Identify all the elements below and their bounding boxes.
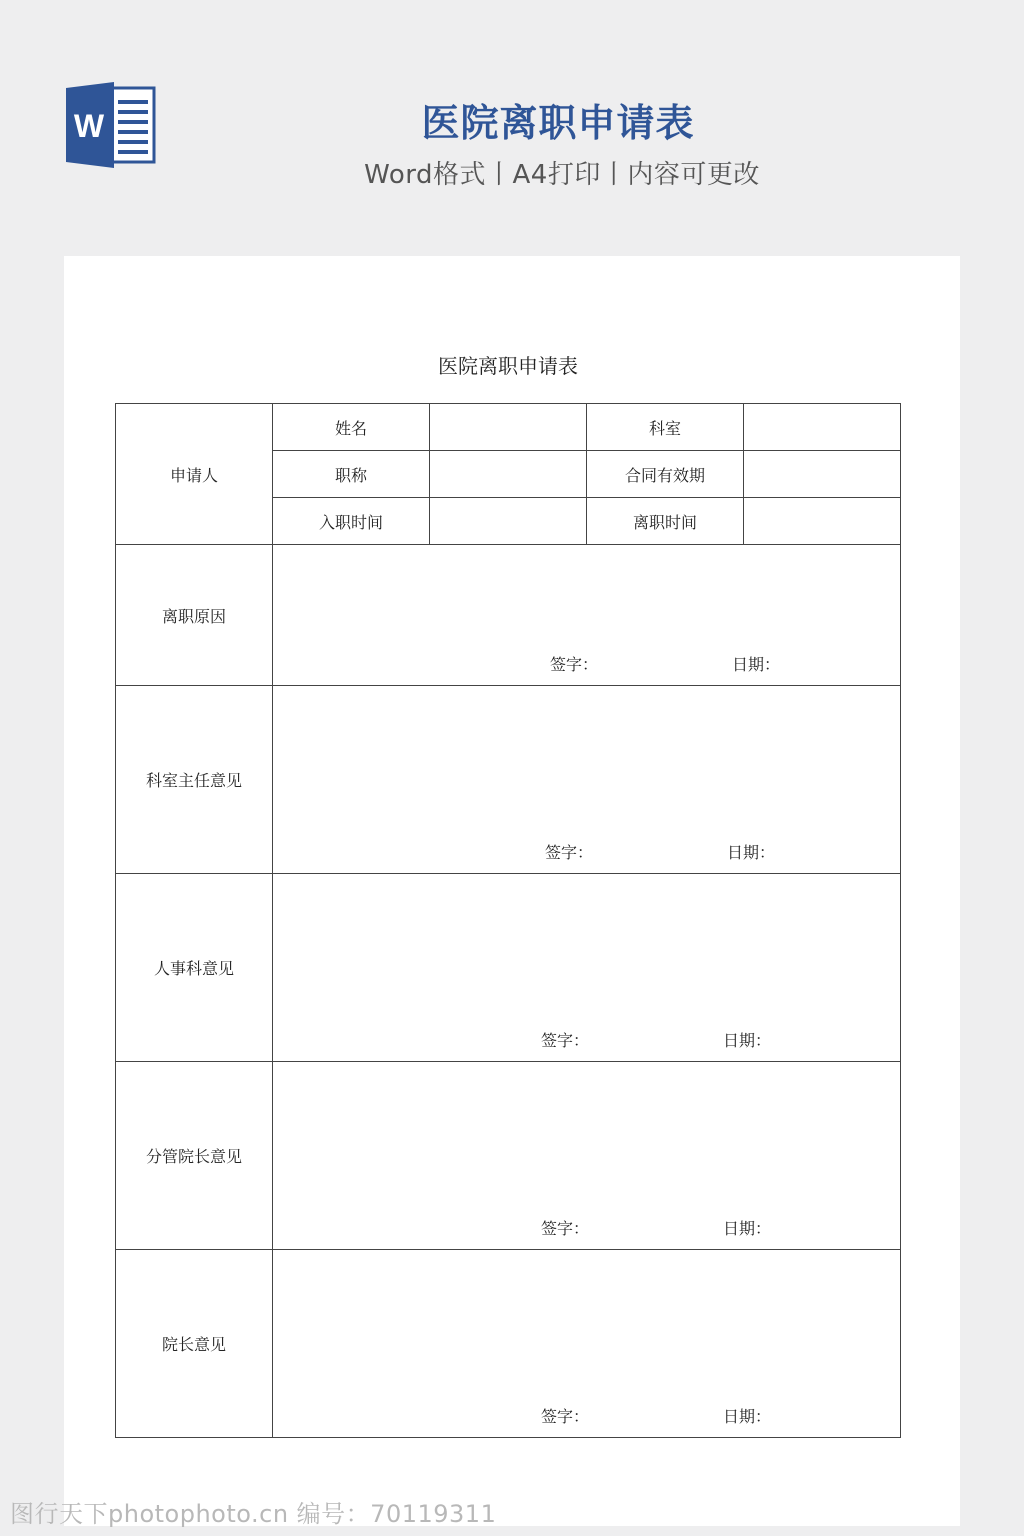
section-label-hr: 人事科意见 [116,874,273,1062]
field-label-leave-date: 离职时间 [587,498,744,545]
field-label-name: 姓名 [273,404,430,451]
table-row [116,404,901,451]
field-label-hire-date: 入职时间 [273,498,430,545]
date-label: 日期： [732,655,781,674]
field-value-title[interactable] [430,451,587,498]
section-label-vice-president: 分管院长意见 [116,1062,273,1250]
field-value-name[interactable] [430,404,587,451]
section-label-president: 院长意见 [116,1250,273,1438]
page-title: 医院离职申请表 [421,101,695,145]
table-row [116,874,901,1062]
signature-label: 签字： [545,843,594,862]
field-label-department: 科室 [587,404,744,451]
applicant-label: 申请人 [116,404,273,545]
page-subtitle: Word格式丨A4打印丨内容可更改 [364,160,760,190]
signature-label: 签字： [541,1219,590,1238]
section-content-hr[interactable] [273,874,901,1062]
signature-label: 签字： [541,1031,590,1050]
table-row [116,1062,901,1250]
section-content-vice-president[interactable] [273,1062,901,1250]
document-title: 医院离职申请表 [438,354,578,378]
application-form-table [115,403,901,1438]
section-label-reason: 离职原因 [116,545,273,686]
field-label-title: 职称 [273,451,430,498]
table-row [116,545,901,686]
section-content-dept-director[interactable] [273,686,901,874]
field-value-leave-date[interactable] [744,498,901,545]
table-row [116,686,901,874]
field-value-department[interactable] [744,404,901,451]
field-value-contract-period[interactable] [744,451,901,498]
signature-label: 签字： [550,655,599,674]
section-content-reason[interactable] [273,545,901,686]
section-label-dept-director: 科室主任意见 [116,686,273,874]
table-row [116,1250,901,1438]
section-content-president[interactable] [273,1250,901,1438]
field-label-contract-period: 合同有效期 [587,451,744,498]
field-value-hire-date[interactable] [430,498,587,545]
date-label: 日期： [723,1031,772,1050]
signature-label: 签字： [541,1407,590,1426]
word-logo-letter: W [73,108,105,144]
date-label: 日期： [723,1407,772,1426]
watermark: 图行天下photophoto.cn 编号：70119311 [10,1500,497,1528]
date-label: 日期： [727,843,776,862]
date-label: 日期： [723,1219,772,1238]
header [0,0,1024,250]
